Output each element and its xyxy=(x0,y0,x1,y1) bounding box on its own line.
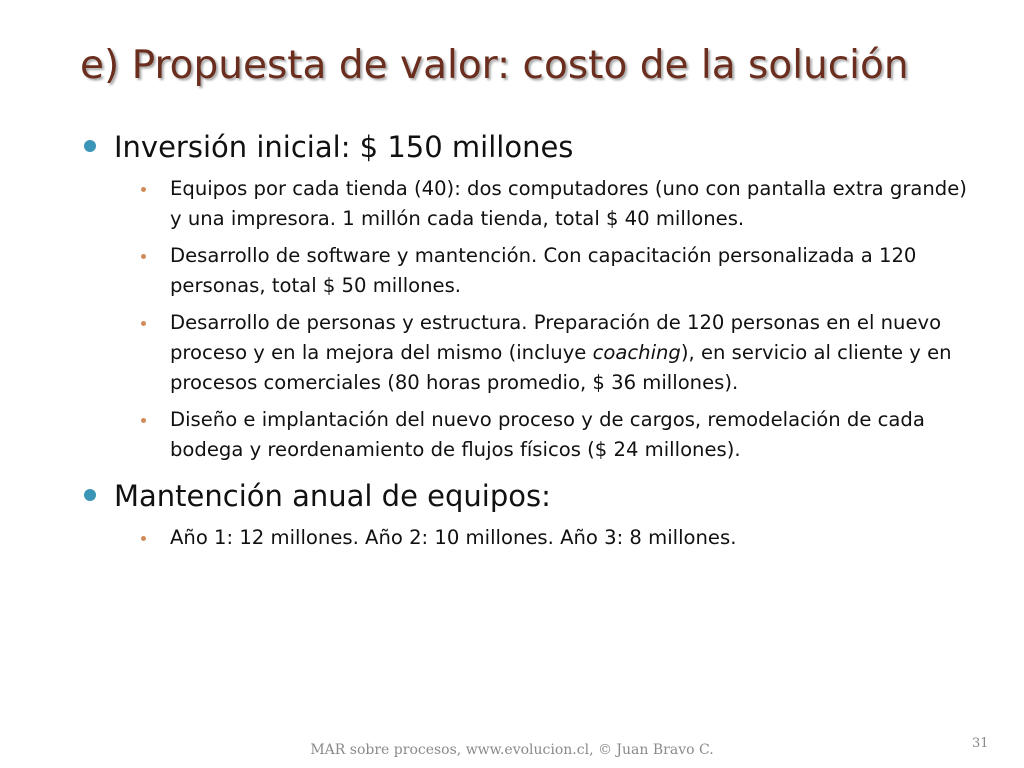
list-item xyxy=(84,241,974,301)
page-number: 31 xyxy=(972,736,989,751)
slide-title: e) Propuesta de valor: costo de la solución xyxy=(80,43,909,88)
sub-bullet-icon xyxy=(141,418,146,423)
bullet-icon xyxy=(84,140,96,152)
sub-bullet-icon xyxy=(141,536,146,541)
sub-bullet-icon xyxy=(141,254,146,259)
list-item xyxy=(84,174,974,234)
slide-footer: MAR sobre procesos, www.evolucion.cl, © Juan Bravo C. xyxy=(310,742,714,758)
list-item-text: Diseño e implantación del nuevo proceso y de cargos, remodelación de cada bodega y reordenamiento de flujos físicos ($ 24 millones). xyxy=(170,408,925,461)
sub-bullet-icon xyxy=(141,321,146,326)
section-heading: Mantención anual de equipos: xyxy=(114,479,551,513)
list-item xyxy=(84,405,974,465)
sublist-annual-maintenance xyxy=(84,523,974,553)
list-item-text: Desarrollo de software y mantención. Con capacitación personalizada a 120 personas, total $ 50 millones. xyxy=(170,244,917,297)
bullet-icon xyxy=(84,489,96,501)
sub-bullet-icon xyxy=(141,187,146,192)
list-item-text-part: Desarrollo de personas y estructura. Preparación de 120 personas en el nuevo proceso y en la mejora del mismo (incluye xyxy=(170,311,942,364)
list-item-italic-text: coaching xyxy=(592,341,681,364)
list-item-text-part: ), en servicio al cliente y en procesos comerciales (80 horas promedio, $ 36 millones). xyxy=(170,341,952,394)
list-item xyxy=(84,308,974,398)
section-annual-maintenance xyxy=(84,475,974,517)
list-item-text: Año 1: 12 millones. Año 2: 10 millones. Año 3: 8 millones. xyxy=(170,526,737,549)
slide-content xyxy=(84,126,974,560)
section-initial-investment xyxy=(84,126,974,168)
section-heading: Inversión inicial: $ 150 millones xyxy=(114,130,574,164)
list-item xyxy=(84,523,974,553)
sublist-initial-investment xyxy=(84,174,974,465)
list-item-text: Equipos por cada tienda (40): dos computadores (uno con pantalla extra grande) y una impresora. 1 millón cada tienda, total $ 40 millones. xyxy=(170,177,967,230)
